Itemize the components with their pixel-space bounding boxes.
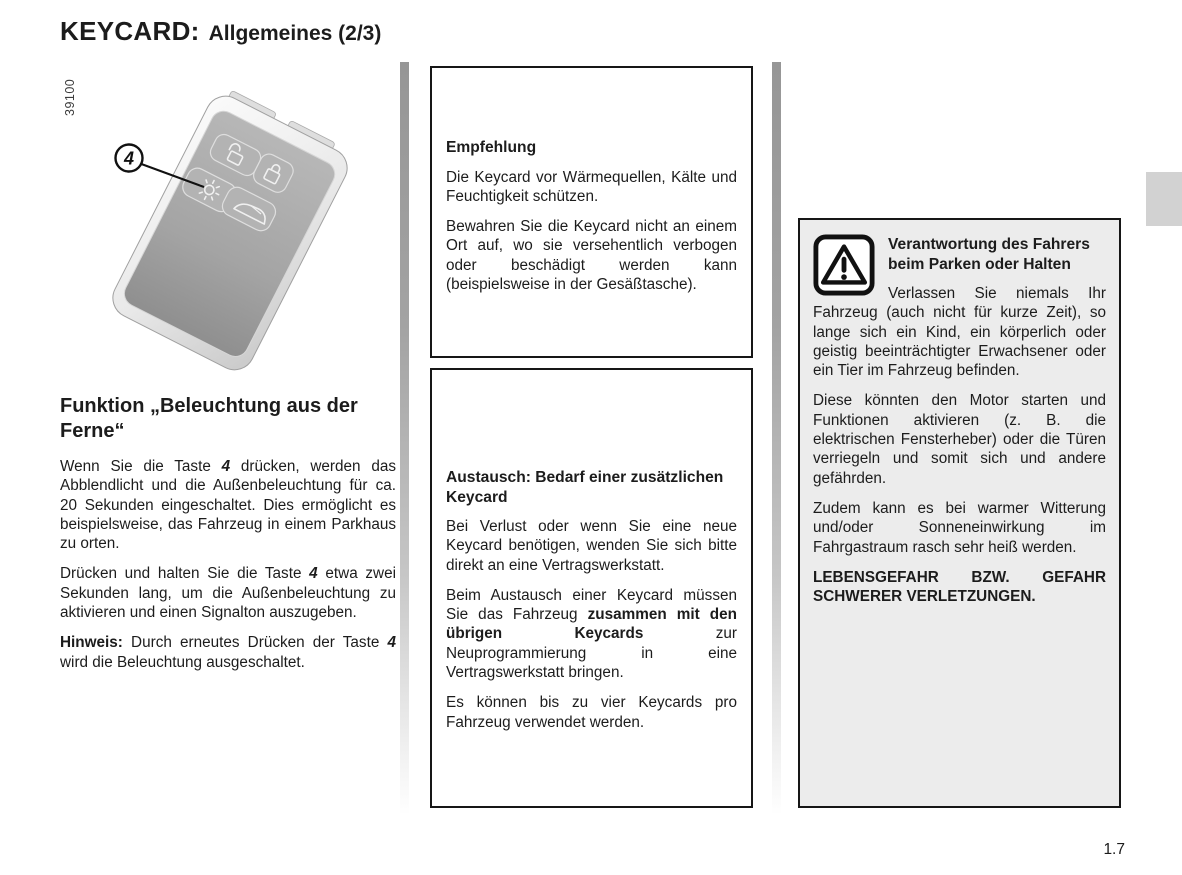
danger-statement: LEBENSGEFAHR BZW. GEFAHR SCHWERER VERLETZUNGEN. [813, 568, 1106, 606]
paragraph: Zudem kann es bei warmer Witterung und/oder Sonneneinwirkung im Fahrgastraum rasch sehr heiß werden. [813, 499, 1106, 556]
figure-image-code: 39100 [63, 78, 77, 116]
emphasis-run: zusammen mit den übrigen Keycards [446, 606, 737, 643]
page-number: 1.7 [1103, 841, 1125, 858]
text-run: Drücken und halten Sie die Taste [60, 565, 310, 583]
paragraph: Verlassen Sie niemals Ihr Fahrzeug (auch nicht für kurze Zeit), so lange sich ein Kind, ein körperlich oder geistig beeinträchtigter Erwachsener oder ein Tier im Fahrzeug befinden. [813, 285, 1106, 380]
paragraph [60, 457, 396, 553]
key-reference: 4 [221, 458, 231, 475]
text-run: Durch erneutes Drücken der Taste [122, 634, 388, 652]
page-title-sub: Allgemeines (2/3) [208, 22, 382, 45]
text-run: wird die Beleuchtung ausgeschaltet. [60, 653, 305, 671]
replacement-heading: Austausch: Bedarf einer zusätzlichen Keycard [446, 469, 724, 506]
warning-triangle-icon [813, 234, 875, 296]
keycard-body [106, 84, 357, 377]
paragraph [60, 564, 396, 622]
page-title [60, 16, 381, 47]
paragraph [446, 586, 737, 682]
text-run: zur Neuprogrammierung in eine Vertragswerkstatt bringen. [446, 625, 737, 682]
text-run: etwa zwei Sekunden lang, um die Außenbeleuchtung zu aktivieren und einen Signalton auszugeben. [60, 565, 396, 622]
key-reference: 4 [309, 565, 318, 583]
paragraph: Es können bis zu vier Keycards pro Fahrzeug verwendet werden. [446, 694, 737, 731]
chapter-index-tab [1146, 172, 1182, 226]
note-paragraph [60, 633, 396, 672]
text-run: drücken, werden das Abblendlicht und die Außenbeleuchtung für ca. 20 Sekunden eingeschaltet. Dies ermöglicht es beispielsweise, das Fahrzeug in einem Parkhaus zu orten. [60, 458, 396, 553]
section-heading: Funktion „Beleuchtung aus der Ferne“ [60, 395, 358, 442]
paragraph: Bewahren Sie die Keycard nicht an einem Ort auf, wo sie versehentlich verbogen oder beschädigt werden kann (beispielsweise in der Gesäßtasche). [446, 218, 737, 293]
column-divider-bar [772, 62, 781, 815]
text-run: Beim Austausch einer Keycard müssen Sie das Fahrzeug [446, 586, 737, 624]
note-label: Hinweis: [60, 634, 123, 652]
replacement-box [430, 368, 753, 808]
paragraph: Diese könnten den Motor starten und Funktionen aktivieren (z. B. die elektrischen Fensterheber) oder die Türen verriegeln und somit sich und andere gefährden. [813, 392, 1106, 487]
recommendation-heading: Empfehlung [446, 139, 537, 156]
column-divider-bar [400, 62, 409, 815]
keycard-figure [55, 58, 395, 390]
callout-4-label: 4 [123, 148, 135, 169]
driver-responsibility-warning-box [798, 218, 1121, 808]
paragraph: Bei Verlust oder wenn Sie eine neue Keycard benötigen, wenden Sie sich bitte direkt an eine Vertragswerkstatt. [446, 518, 737, 574]
recommendation-box [430, 66, 753, 358]
remote-lighting-section [60, 394, 396, 683]
key-reference: 4 [387, 634, 396, 652]
warning-heading: Verantwortung des Fahrers beim Parken oder Halten [888, 236, 1090, 273]
text-run: Wenn Sie die Taste [60, 458, 222, 475]
keycard-illustration [55, 58, 395, 390]
paragraph: Die Keycard vor Wärmequellen, Kälte und Feuchtigkeit schützen. [446, 168, 737, 205]
page-title-main: KEYCARD: [60, 16, 200, 46]
